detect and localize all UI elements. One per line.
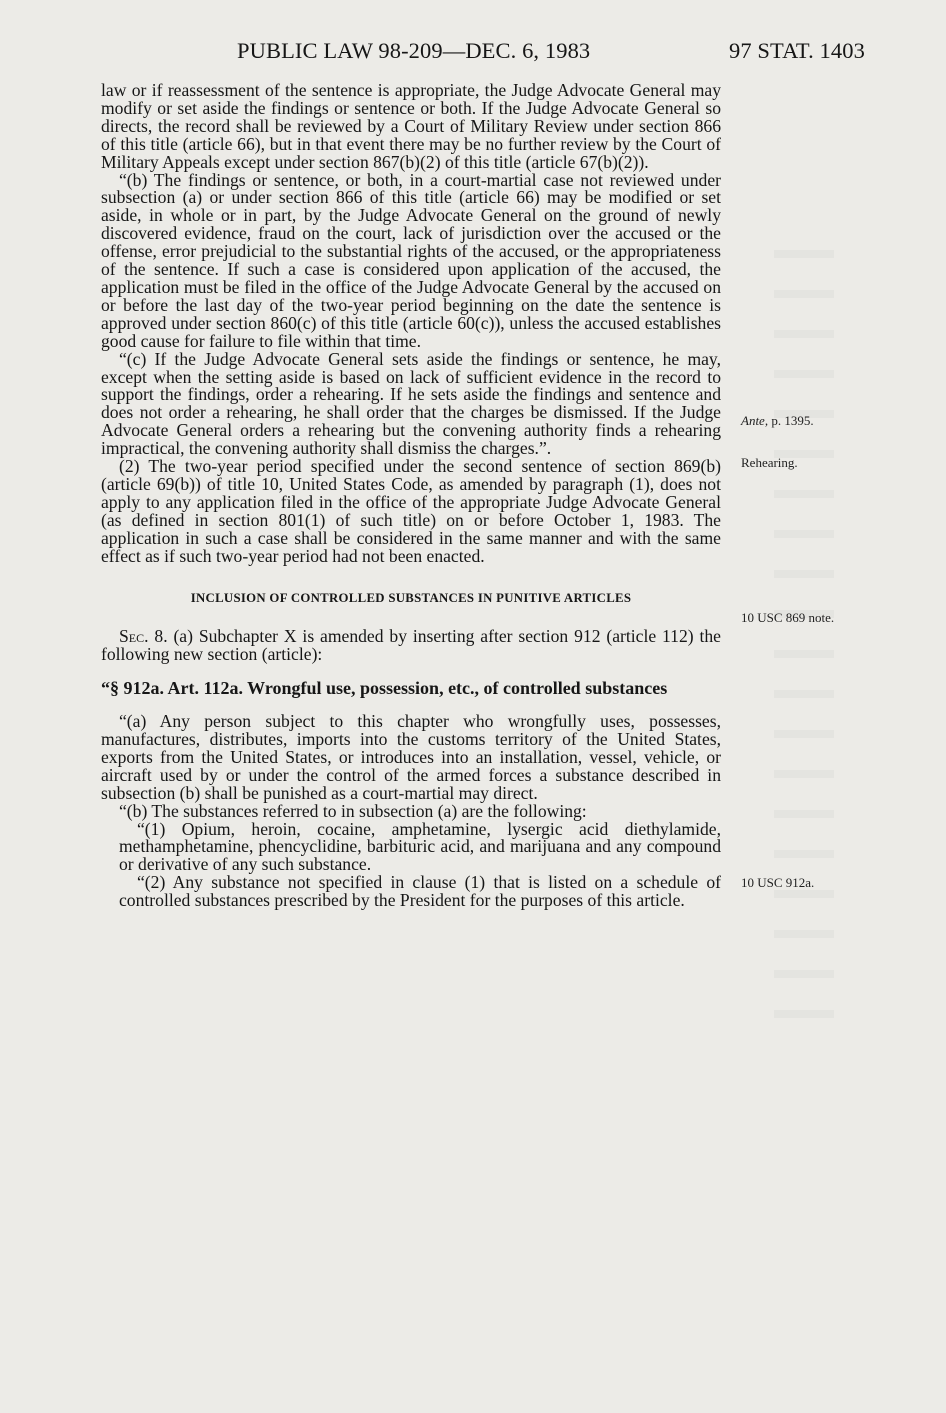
margin-note-ante-italic: Ante, — [741, 413, 769, 428]
clause-1: “(1) Opium, heroin, cocaine, amphetamine, lysergic acid diethylamide, methamphetamine, phencyclidine, barbituric acid, and marijuana and any compound or derivative of any such substance. — [119, 818, 721, 875]
section-8-prefix: Sec — [119, 626, 145, 647]
header-title: PUBLIC LAW 98-209—DEC. 6, 1983 — [237, 38, 591, 63]
document-body — [101, 82, 721, 910]
bleed-through-texture — [774, 250, 834, 1050]
paragraph-subsection-c: “(c) If the Judge Advocate General sets aside the findings or sentence, he may, except when the setting aside is based on lack of sufficient evidence in the record to support the findings, order a rehearing. If he sets aside the findings and sentence and does not order a rehearing, he shall order that the charges be dismissed. If the Judge Advocate General orders a rehearing but the convening authority finds a rehearing impractical, the convening authority shall dismiss the charges.”. — [101, 348, 721, 459]
paragraph-continuation: law or if reassessment of the sentence is appropriate, the Judge Advocate General may modify or set aside the findings or sentence or both. If the Judge Advocate General so directs, the record shall be reviewed by a Court of Military Review under section 866 of this title (article 66), but in that event there may be no further review by the Court of Military Appeals except under section 867(b)(2) of this title (article 67(b)(2)). — [101, 80, 721, 172]
new-section-heading: “§ 912a. Art. 112a. Wrongful use, possession, etc., of controlled substances — [101, 678, 668, 699]
section-heading: INCLUSION OF CONTROLLED SUBSTANCES IN PUNITIVE ARTICLES — [190, 591, 632, 606]
page-header — [0, 38, 946, 68]
margin-note-usc-912a: 10 USC 912a. — [741, 875, 815, 890]
margin-note-ante — [741, 413, 814, 429]
paragraph-new-a: “(a) Any person subject to this chapter who wrongfully uses, possesses, manufactures, distributes, imports into the customs territory of the United States, exports from the United States, or introduces into an installation, vessel, vehicle, or aircraft used by or under the control of the armed forces a substance described in subsection (b) shall be punished as a court-martial may direct. — [101, 711, 721, 803]
margin-note-ante-page: p. 1395. — [768, 413, 814, 428]
section-8-paragraph — [101, 628, 721, 664]
paragraph-subsection-b: “(b) The findings or sentence, or both, in a court-martial case not reviewed under subsection (a) or under section 866 of this title (article 66) may be modified or set aside, in whole or in part, by the Judge Advocate General on the ground of newly discovered evidence, fraud on the court, lack of jurisdiction over the accused or the offense, error prejudicial to the substantial rights of the accused, or the appropriateness of the sentence. If such a case is considered upon application of the accused, the application must be filed in the office of the Judge Advocate General by the accused on or before the last day of the two-year period beginning on the date the sentence is approved under section 860(c) of this title (article 60(c)), unless the accused establishes good cause for failure to file within that time. — [101, 169, 721, 351]
margin-note-usc-869: 10 USC 869 note. — [741, 610, 835, 625]
section-8-text: . 8. (a) Subchapter X is amended by inserting after section 912 (article 112) the following new section (article): — [101, 626, 721, 665]
clause-2: “(2) Any substance not specified in clause (1) that is listed on a schedule of controlled substances prescribed by the President for the purposes of this article. — [119, 872, 721, 911]
margin-note-rehearing: Rehearing. — [741, 455, 798, 470]
header-stat-citation: 97 STAT. 1403 — [729, 38, 865, 63]
paragraph-2: (2) The two-year period specified under the second sentence of section 869(b) (article 69(b)) of title 10, United States Code, as amended by paragraph (1), does not apply to any application filed in the office of the appropriate Judge Advocate General (as defined in section 801(1) of such title) on or before October 1, 1983. The application in such a case shall be considered in the same manner and with the same effect as if such two-year period had not been enacted. — [101, 456, 721, 566]
paragraph-new-b: “(b) The substances referred to in subsection (a) are the following: — [119, 800, 587, 821]
